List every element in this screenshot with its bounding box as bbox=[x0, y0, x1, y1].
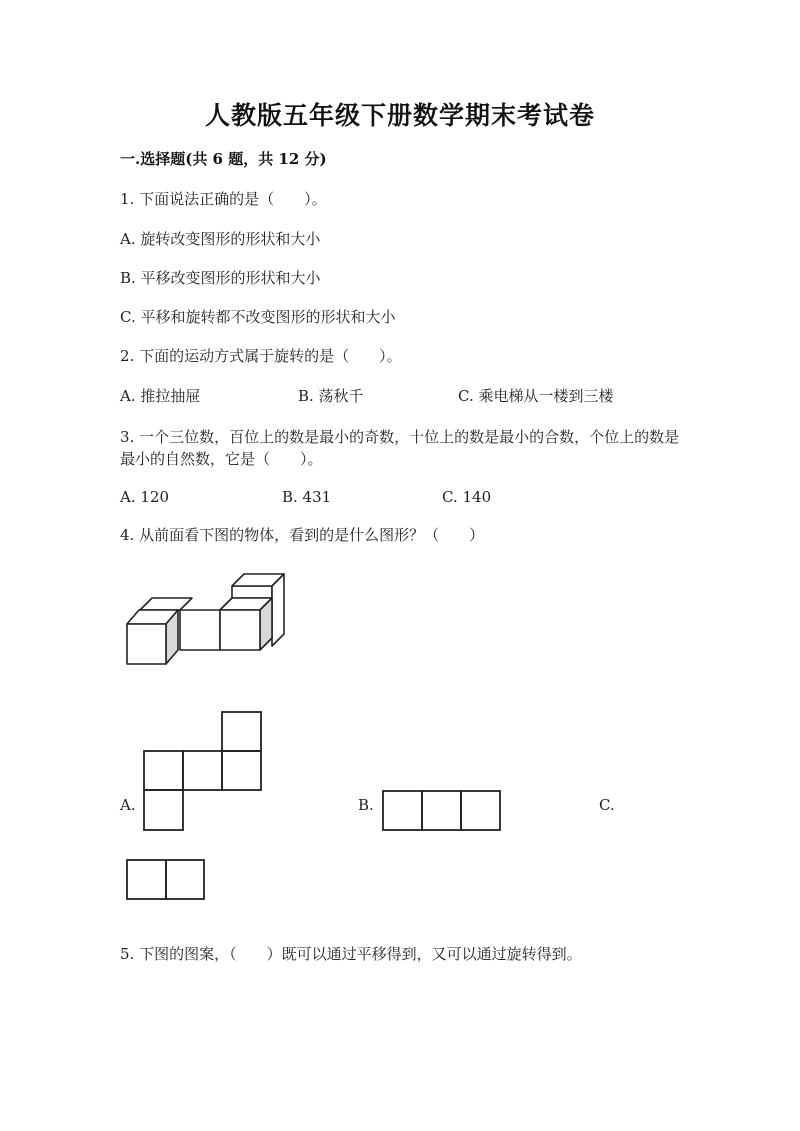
cube-stack-figure bbox=[127, 574, 284, 664]
cube-top-side bbox=[272, 574, 284, 646]
option-b-figure bbox=[383, 791, 500, 830]
option-a-figure bbox=[144, 712, 261, 830]
option-c-figure bbox=[127, 860, 204, 899]
question-3-option-b: B. 431 bbox=[282, 488, 332, 506]
question-4-option-c-label: C. bbox=[599, 796, 615, 814]
cube-front-2-face bbox=[180, 610, 220, 650]
question-2-option-b: B. 荡秋千 bbox=[298, 387, 364, 405]
section-heading: 一.选择题(共 6 题，共 12 分) bbox=[120, 150, 327, 168]
question-4-option-a-label: A. bbox=[120, 796, 136, 814]
question-4-option-b-label: B. bbox=[358, 796, 374, 814]
cube-back-left-top bbox=[140, 598, 192, 610]
page-title: 人教版五年级下册数学期末考试卷 bbox=[204, 101, 595, 130]
question-1-option-a: A. 旋转改变图形的形状和大小 bbox=[120, 230, 321, 248]
question-5-stem: 5. 下图的图案，（ ）既可以通过平移得到，又可以通过旋转得到。 bbox=[120, 945, 582, 963]
question-4-stem: 4. 从前面看下图的物体，看到的是什么图形？（ ） bbox=[120, 526, 485, 544]
cube-front-1-face bbox=[127, 624, 166, 664]
cube-front-3-face bbox=[220, 610, 260, 650]
question-1-stem: 1. 下面说法正确的是（ ）。 bbox=[120, 190, 327, 208]
question-3-stem: 3. 一个三位数，百位上的数是最小的奇数，十位上的数是最小的合数，个位上的数是最小的自然数，它是（ ）。 bbox=[120, 428, 680, 468]
question-3-option-a: A. 120 bbox=[120, 488, 169, 506]
question-2-option-c: C. 乘电梯从一楼到三楼 bbox=[458, 387, 614, 405]
question-1-option-c: C. 平移和旋转都不改变图形的形状和大小 bbox=[120, 308, 396, 326]
cube-back-right-face bbox=[232, 586, 272, 598]
question-3-option-c: C. 140 bbox=[442, 488, 492, 506]
question-2-stem: 2. 下面的运动方式属于旋转的是（ ）。 bbox=[120, 347, 402, 365]
question-1-option-b: B. 平移改变图形的形状和大小 bbox=[120, 269, 321, 287]
question-2-option-a: A. 推拉抽屉 bbox=[120, 387, 201, 405]
